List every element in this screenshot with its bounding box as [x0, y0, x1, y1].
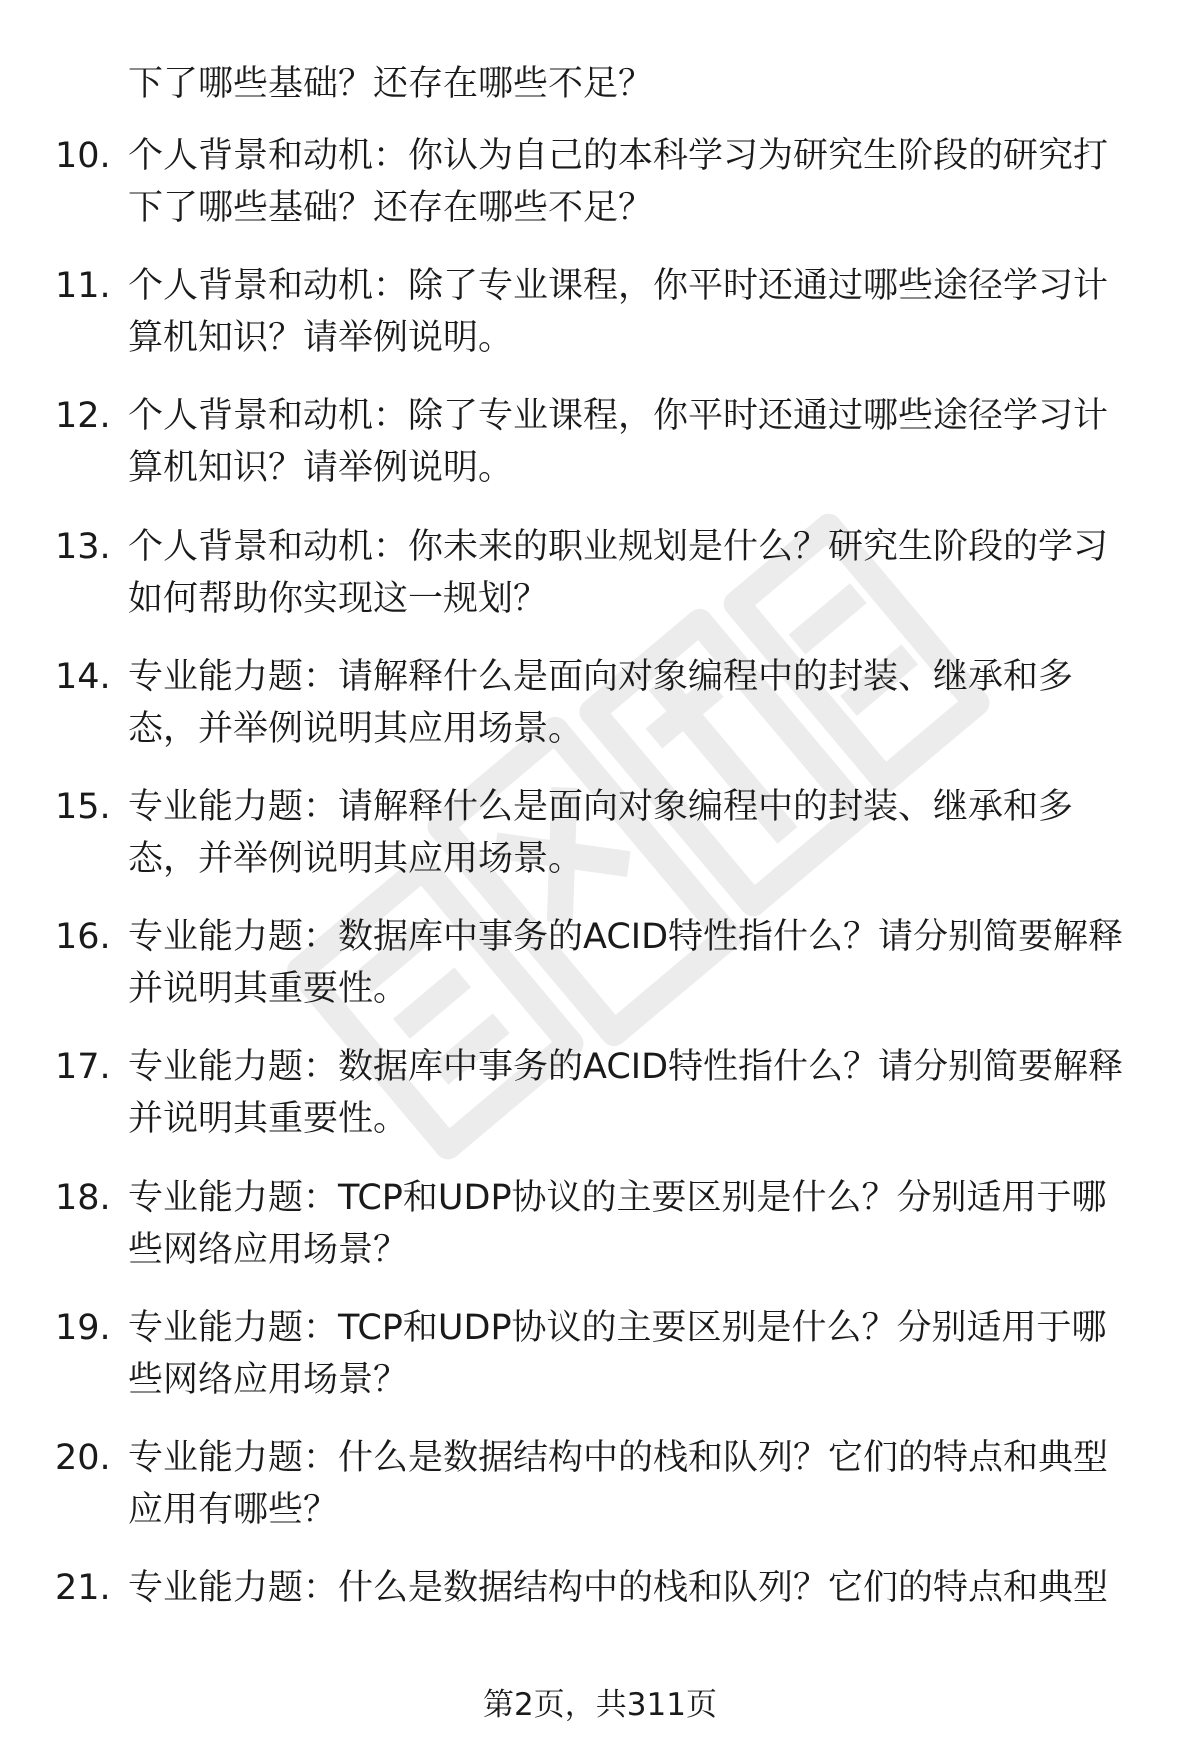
question-list [0, 130, 1200, 1692]
question-text [128, 260, 1158, 364]
question-line: 专业能力题：数据库中事务的ACID特性指什么？请分别简要解释 [128, 1047, 1124, 1088]
question-number: 12. [55, 396, 111, 437]
question-text [128, 1302, 1158, 1406]
question-line: 并说明其重要性。 [128, 1099, 409, 1140]
question-text [128, 1562, 1158, 1614]
question-text [128, 911, 1158, 1015]
question-number: 13. [55, 526, 111, 567]
question-line: 专业能力题：什么是数据结构中的栈和队列？它们的特点和典型 [128, 1437, 1109, 1478]
question-number: 20. [55, 1437, 111, 1478]
question-text [128, 130, 1158, 234]
question-line: 专业能力题：请解释什么是面向对象编程中的封装、继承和多 [128, 656, 1074, 697]
question-line: 个人背景和动机：你认为自己的本科学习为研究生阶段的研究打 [128, 136, 1109, 176]
question-number: 11. [55, 266, 111, 307]
question-line: 算机知识？请举例说明。 [128, 448, 514, 489]
continued-question-text: 下了哪些基础？还存在哪些不足？ [128, 64, 654, 104]
question-line: 些网络应用场景？ [128, 1229, 409, 1270]
question-number: 21. [55, 1568, 111, 1609]
question-text [128, 1432, 1158, 1536]
question-text [128, 781, 1158, 885]
question-line: 个人背景和动机：你未来的职业规划是什么？研究生阶段的学习 [128, 526, 1109, 567]
question-line: 专业能力题：TCP和UDP协议的主要区别是什么？分别适用于哪 [128, 1177, 1107, 1218]
question-line: 态，并举例说明其应用场景。 [128, 838, 584, 879]
question-text [128, 521, 1158, 625]
question-line: 应用有哪些？ [128, 1489, 339, 1530]
question-number: 17. [55, 1047, 111, 1088]
question-item [0, 911, 1200, 1041]
question-line: 专业能力题：数据库中事务的ACID特性指什么？请分别简要解释 [128, 917, 1124, 958]
question-line: 下了哪些基础？还存在哪些不足？ [128, 188, 654, 228]
question-item [0, 1302, 1200, 1432]
question-number: 10. [55, 136, 111, 176]
question-item [0, 781, 1200, 911]
question-text [128, 390, 1158, 494]
question-line: 算机知识？请举例说明。 [128, 318, 514, 359]
question-number: 18. [55, 1177, 111, 1218]
question-item [0, 521, 1200, 651]
question-item [0, 1172, 1200, 1302]
question-item [0, 1432, 1200, 1562]
question-line: 专业能力题：什么是数据结构中的栈和队列？它们的特点和典型 [128, 1568, 1109, 1609]
question-number: 15. [55, 786, 111, 827]
question-item [0, 260, 1200, 390]
question-line: 并说明其重要性。 [128, 969, 409, 1010]
question-text [128, 651, 1158, 755]
question-number: 19. [55, 1307, 111, 1348]
question-item [0, 1041, 1200, 1171]
question-item [0, 130, 1200, 260]
question-line: 专业能力题：TCP和UDP协议的主要区别是什么？分别适用于哪 [128, 1307, 1107, 1348]
question-line: 个人背景和动机：除了专业课程，你平时还通过哪些途径学习计 [128, 396, 1109, 437]
question-line: 专业能力题：请解释什么是面向对象编程中的封装、继承和多 [128, 786, 1074, 827]
question-text [128, 1172, 1158, 1276]
question-line: 些网络应用场景？ [128, 1359, 409, 1400]
question-text [128, 1041, 1158, 1145]
question-item [0, 651, 1200, 781]
question-line: 如何帮助你实现这一规划？ [128, 578, 549, 619]
page-footer: 第2页，共311页 [483, 1687, 717, 1723]
question-line: 态，并举例说明其应用场景。 [128, 708, 584, 749]
question-item [0, 390, 1200, 520]
question-number: 16. [55, 917, 111, 958]
question-number: 14. [55, 656, 111, 697]
question-line: 个人背景和动机：除了专业课程，你平时还通过哪些途径学习计 [128, 266, 1109, 307]
question-item [0, 1562, 1200, 1692]
